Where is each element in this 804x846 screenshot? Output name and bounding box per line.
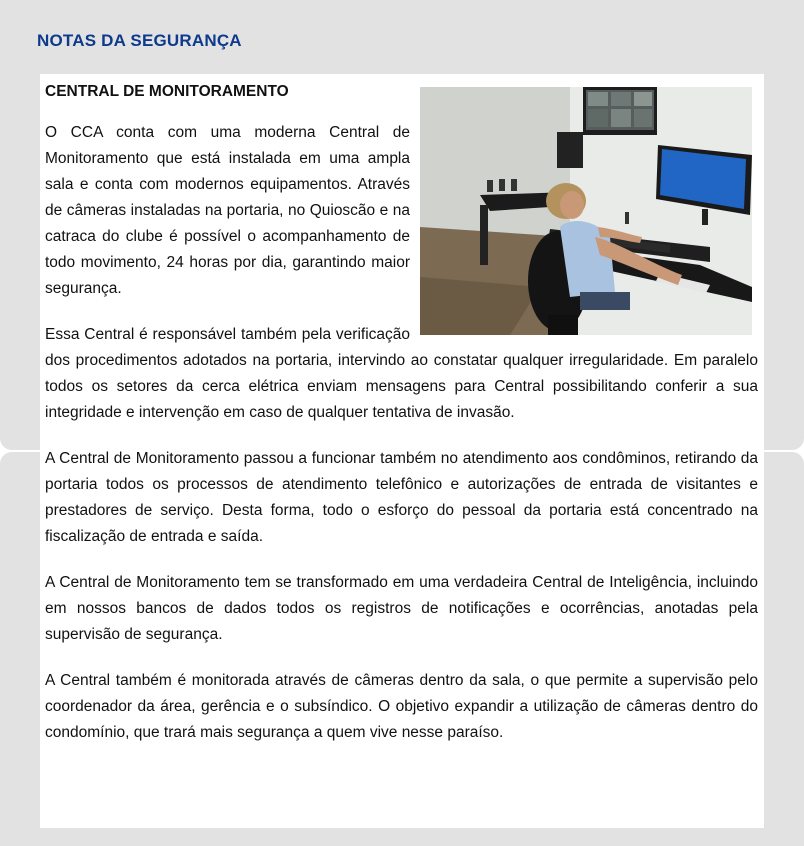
article-heading: CENTRAL DE MONITORAMENTO: [45, 83, 289, 100]
article-paragraph-5: A Central também é monitorada através de câmeras dentro da sala, o que permite a supervisão pelo coordenador da área, gerência e o subsíndico. O objetivo expandir a utilização de câmeras dentro do condomínio, que trará mais segurança a quem vive nesse paraíso.: [45, 672, 758, 741]
section-title: NOTAS DA SEGURANÇA: [37, 31, 242, 50]
article-paragraph-3: A Central de Monitoramento passou a funcionar também no atendimento aos condôminos, retirando da portaria todos os processos de atendimento telefônico e autorizações de entrada de visitantes e prestadores de serviço. Desta forma, todo o esforço do pessoal da portaria está concentrado na fiscalização de entrada e saída.: [45, 450, 758, 545]
article-paragraph-2: Essa Central é responsável também pela verificação dos procedimentos adotados na portaria, intervindo ao constatar qualquer irregularidade. Em paralelo todos os setores da cerca elétrica enviam mensagens para Central possibilitando conferir a sua integridade e intervenção em caso de qualquer tentativa de invasão.: [45, 326, 758, 421]
article-content: [40, 74, 764, 828]
article-paragraph-4: A Central de Monitoramento tem se transformado em uma verdadeira Central de Inteligência, incluindo em nossos bancos de dados todos os registros de notificações e ocorrências, anotadas pela supervisão de segurança.: [45, 574, 758, 643]
monitoring-room-photo: [420, 87, 752, 335]
article-paragraph-1: O CCA conta com uma moderna Central de Monitoramento que está instalada em uma ampla sala e conta com modernos equipamentos. Através de câmeras instaladas na portaria, no Quioscão e na catraca do clube é possível o acompanhamento de todo movimento, 24 horas por dia, garantindo maior segurança.: [45, 124, 410, 297]
